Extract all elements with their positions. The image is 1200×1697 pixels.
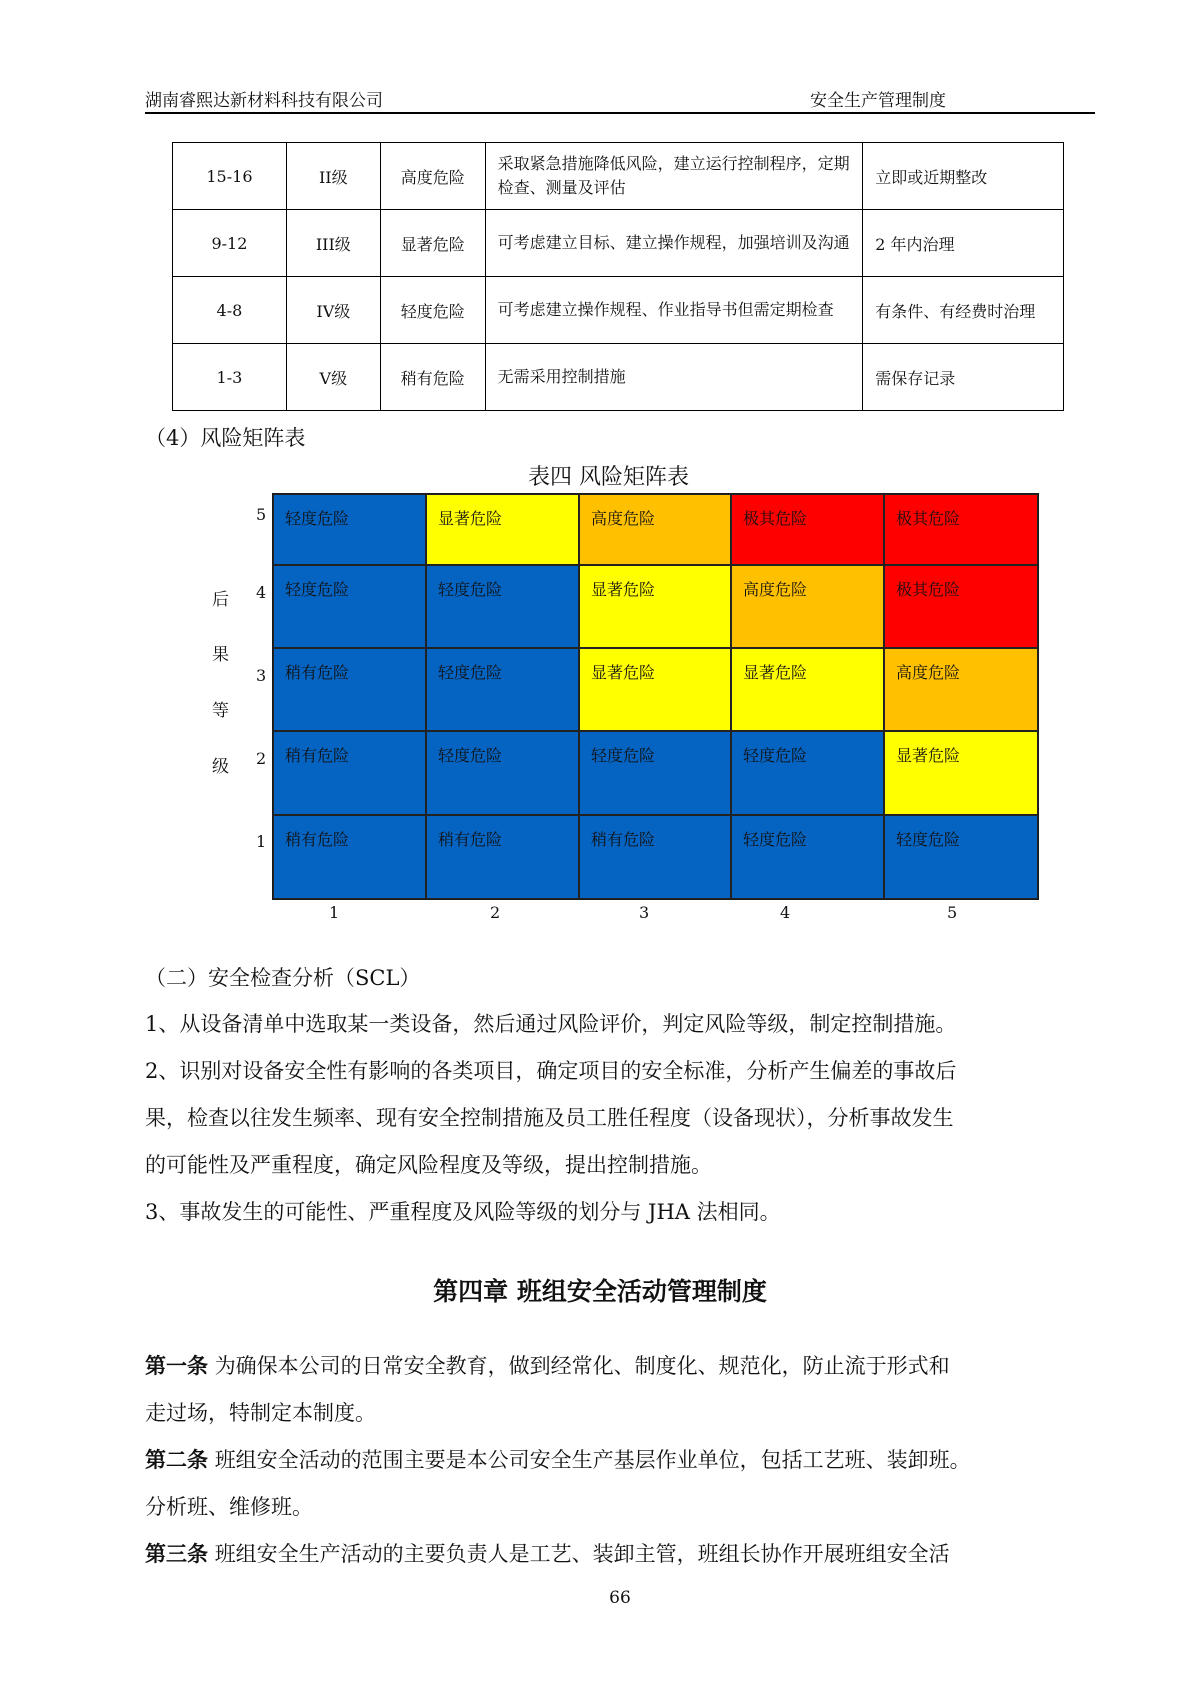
matrix-cell: 轻度危险 [731,731,884,815]
risk-score: 1-3 [173,344,287,411]
paragraph-line: 果，检查以往发生频率、现有安全控制措施及员工胜任程度（设备现状），分析事故发生 [145,1106,954,1130]
remediation-timing: 2 年内治理 [863,210,1064,277]
section-heading-risk-matrix: （4）风险矩阵表 [145,426,306,450]
article-text: 班组安全活动的范围主要是本公司安全生产基层作业单位，包括工艺班、装卸班。 [214,1448,971,1472]
paragraph-line: 1、从设备清单中选取某一类设备，然后通过风险评价，判定风险等级，制定控制措施。 [145,1012,957,1036]
matrix-cell: 轻度危险 [579,731,731,815]
matrix-cell: 高度危险 [884,648,1038,731]
paragraph-line: 3、事故发生的可能性、严重程度及风险等级的划分与 JHA 法相同。 [145,1200,781,1224]
matrix-cell: 稍有危险 [273,648,426,731]
control-measure: 采取紧急措施降低风险，建立运行控制程序，定期检查、测量及评估 [485,143,863,210]
y-tick-label: 3 [256,666,267,685]
risk-level-table [172,142,1064,411]
table-row [173,210,1064,277]
article-3 [145,1538,950,1568]
matrix-cell: 显著危险 [884,731,1038,815]
x-tick-label: 2 [490,903,501,922]
matrix-cell: 极其危险 [884,494,1038,565]
matrix-cell: 极其危险 [731,494,884,565]
article-1 [145,1350,950,1380]
y-tick-label: 4 [256,583,267,602]
control-measure: 可考虑建立操作规程、作业指导书但需定期检查 [485,277,863,344]
y-tick-label: 1 [256,832,267,851]
company-name: 湖南睿熙达新材料科技有限公司 [145,91,383,111]
matrix-cell: 轻度危险 [884,815,1038,899]
document-title: 安全生产管理制度 [810,91,946,111]
risk-score: 15-16 [173,143,287,210]
remediation-timing: 需保存记录 [863,344,1064,411]
article-text: 班组安全生产活动的主要负责人是工艺、装卸主管，班组长协作开展班组安全活 [214,1542,950,1566]
matrix-cell: 显著危险 [579,565,731,648]
page-header [145,82,1095,114]
matrix-cell: 轻度危险 [426,648,579,731]
y-axis-title-char: 果 [212,645,229,665]
matrix-cell: 稍有危险 [426,815,579,899]
risk-level: IV级 [286,277,380,344]
y-axis-title-char: 后 [212,590,229,610]
matrix-cell: 轻度危险 [426,565,579,648]
remediation-timing: 立即或近期整改 [863,143,1064,210]
scl-heading: （二）安全检查分析（SCL） [145,966,421,990]
risk-level: II级 [286,143,380,210]
article-2 [145,1444,971,1474]
matrix-cell: 轻度危险 [731,815,884,899]
y-axis-title-char: 级 [212,757,229,777]
control-measure: 可考虑建立目标、建立操作规程，加强培训及沟通 [485,210,863,277]
paragraph-line: 分析班、维修班。 [145,1495,313,1519]
table-row [173,344,1064,411]
control-measure: 无需采用控制措施 [485,344,863,411]
matrix-cell: 稍有危险 [579,815,731,899]
risk-level: V级 [286,344,380,411]
table-row [173,143,1064,210]
paragraph-line: 2、识别对设备安全性有影响的各类项目，确定项目的安全标准，分析产生偏差的事故后 [145,1059,957,1083]
matrix-caption: 表四 风险矩阵表 [528,465,689,490]
risk-score: 4-8 [173,277,287,344]
y-tick-label: 2 [256,749,267,768]
paragraph-line: 的可能性及严重程度，确定风险程度及等级，提出控制措施。 [145,1153,712,1177]
risk-level: III级 [286,210,380,277]
table-row [173,277,1064,344]
x-tick-label: 4 [780,903,791,922]
y-tick-label: 5 [256,505,267,524]
y-axis-title-char: 等 [212,701,229,721]
x-tick-label: 3 [639,903,650,922]
risk-matrix [272,493,1039,900]
matrix-cell: 稍有危险 [273,815,426,899]
article-label: 第一条 [145,1353,208,1378]
x-tick-label: 1 [329,903,340,922]
matrix-cell: 轻度危险 [273,494,426,565]
risk-name: 高度危险 [380,143,485,210]
matrix-cell: 极其危险 [884,565,1038,648]
matrix-cell: 轻度危险 [426,731,579,815]
risk-name: 稍有危险 [380,344,485,411]
matrix-cell: 轻度危险 [273,565,426,648]
matrix-cell: 高度危险 [579,494,731,565]
article-label: 第二条 [145,1447,208,1472]
remediation-timing: 有条件、有经费时治理 [863,277,1064,344]
paragraph-line: 走过场，特制定本制度。 [145,1401,376,1425]
matrix-cell: 显著危险 [579,648,731,731]
article-text: 为确保本公司的日常安全教育，做到经常化、制度化、规范化，防止流于形式和 [214,1354,950,1378]
matrix-cell: 稍有危险 [273,731,426,815]
article-label: 第三条 [145,1541,208,1566]
risk-name: 显著危险 [380,210,485,277]
chapter-title: 第四章 班组安全活动管理制度 [433,1277,767,1306]
matrix-cell: 显著危险 [731,648,884,731]
risk-score: 9-12 [173,210,287,277]
matrix-cell: 高度危险 [731,565,884,648]
x-tick-label: 5 [947,903,958,922]
page-number: 66 [609,1588,631,1608]
risk-name: 轻度危险 [380,277,485,344]
matrix-cell: 显著危险 [426,494,579,565]
